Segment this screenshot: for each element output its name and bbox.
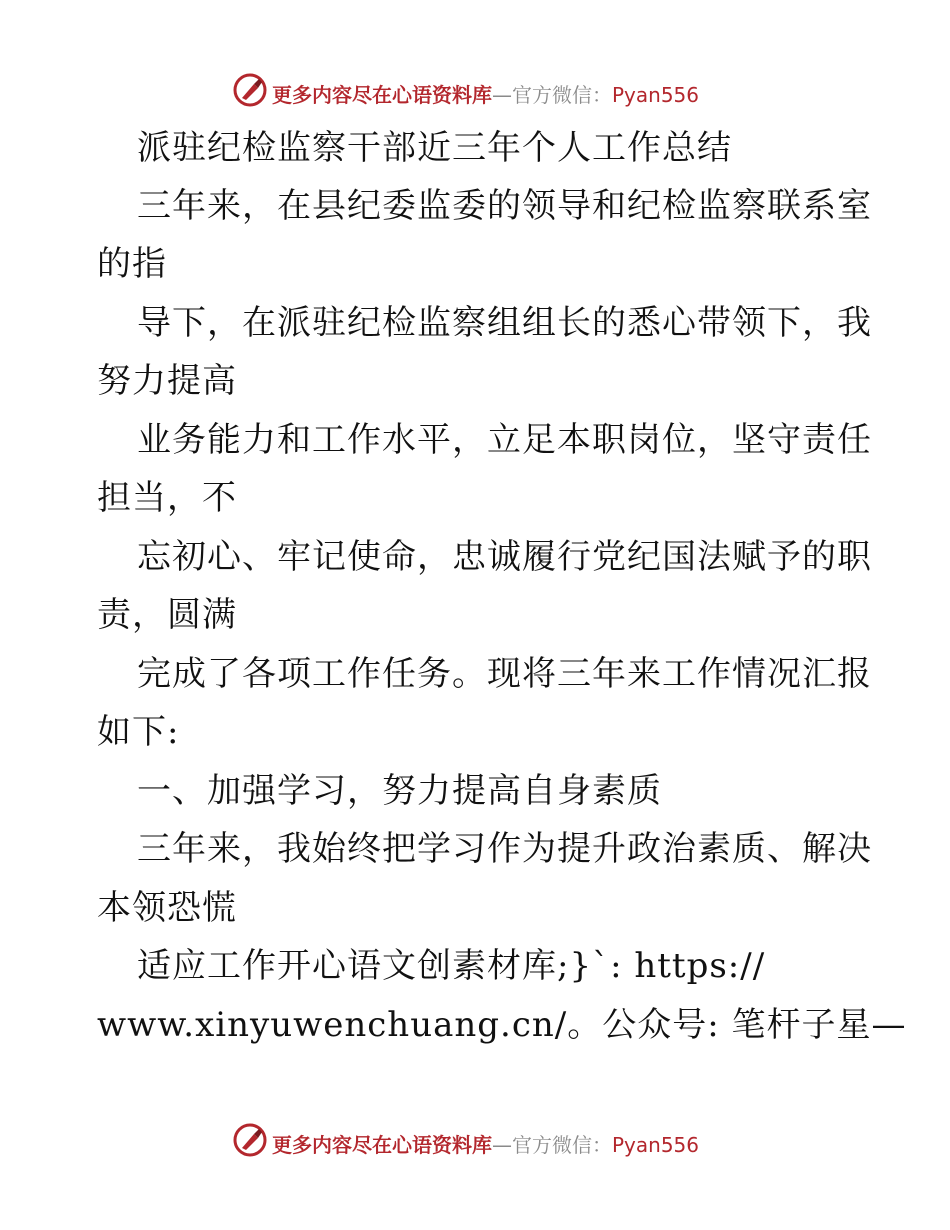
footer-watermark-banner bbox=[0, 1120, 950, 1160]
paragraph-line: 担当，不 bbox=[97, 478, 237, 518]
paragraph-line: 三年来，在县纪委监委的领导和纪检监察联系室 bbox=[137, 186, 872, 226]
pen-logo-icon bbox=[232, 72, 268, 108]
banner-dash: — bbox=[492, 1133, 512, 1157]
paragraph-line: 如下: bbox=[97, 712, 180, 752]
banner-site-name: 更多内容尽在心语资料库 bbox=[272, 1133, 492, 1157]
banner-wechat-id: Pyan556 bbox=[612, 83, 700, 107]
header-watermark-banner bbox=[0, 70, 950, 110]
banner-text bbox=[272, 79, 699, 108]
paragraph-line: 业务能力和工作水平，立足本职岗位，坚守责任 bbox=[137, 420, 872, 460]
section-heading: 一、加强学习，努力提高自身素质 bbox=[137, 771, 662, 811]
paragraph-line: 责，圆满 bbox=[97, 595, 237, 635]
paragraph-line: 本领恐慌 bbox=[97, 888, 237, 928]
paragraph-line: 导下，在派驻纪检监察组组长的悉心带领下，我 bbox=[137, 303, 872, 343]
paragraph-line: 完成了各项工作任务。现将三年来工作情况汇报 bbox=[137, 654, 872, 694]
banner-wechat-id: Pyan556 bbox=[612, 1133, 700, 1157]
banner-site-name: 更多内容尽在心语资料库 bbox=[272, 83, 492, 107]
paragraph-line: 适应工作开心语文创素材库;}`: https:// bbox=[137, 946, 766, 986]
paragraph-line: 的指 bbox=[97, 244, 167, 284]
document-title: 派驻纪检监察干部近三年个人工作总结 bbox=[137, 128, 732, 168]
paragraph-line-url: www.xinyuwenchuang.cn/。公众号: 笔杆子星— bbox=[97, 1005, 907, 1045]
banner-wechat-label: 官方微信： bbox=[512, 83, 612, 107]
banner-dash: — bbox=[492, 83, 512, 107]
banner-text bbox=[272, 1129, 699, 1158]
paragraph-line: 三年来，我始终把学习作为提升政治素质、解决 bbox=[137, 829, 872, 869]
paragraph-line: 努力提高 bbox=[97, 361, 237, 401]
banner-wechat-label: 官方微信： bbox=[512, 1133, 612, 1157]
pen-logo-icon bbox=[232, 1122, 268, 1158]
paragraph-line: 忘初心、牢记使命，忠诚履行党纪国法赋予的职 bbox=[137, 537, 872, 577]
